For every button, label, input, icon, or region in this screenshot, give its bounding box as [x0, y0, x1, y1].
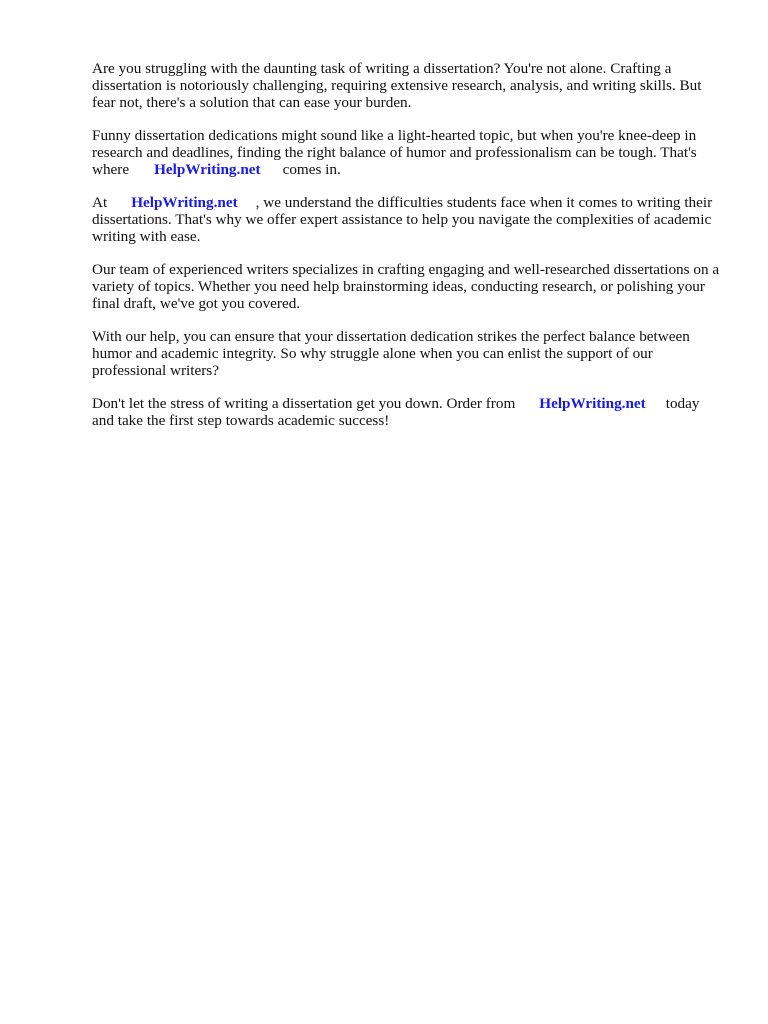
paragraph-dedications — [92, 127, 724, 178]
paragraph-dedications-tail: comes in. — [282, 161, 341, 178]
helpwriting-link[interactable]: HelpWriting.net — [154, 161, 261, 178]
paragraph-team-text: Our team of experienced writers specializes in crafting engaging and well-researched dissertations on a variety of topics. Whether you need help brainstorming ideas, conducting research, or polishing your final draft, we've got you covered. — [92, 261, 720, 312]
paragraph-intro-text: Are you struggling with the daunting task of writing a dissertation? You're not alone. Crafting a dissertation is notoriously challenging, requiring extensive research, analysis, and writing skills. But fear not, there's a solution that can ease your burden. — [92, 60, 702, 111]
helpwriting-link[interactable]: HelpWriting.net — [131, 194, 238, 211]
paragraph-order-tail: today and take the first step towards academic success! — [92, 395, 700, 429]
paragraph-dedications-text: Funny dissertation dedications might sound like a light-hearted topic, but when you're knee-deep in research and deadlines, finding the right balance of humor and professionalism can be tough. That's where — [92, 127, 697, 178]
paragraph-at-lead: At — [92, 194, 108, 211]
paragraph-at-text: , we understand the difficulties students face when it comes to writing their dissertations. That's why we offer expert assistance to help you navigate the complexities of academic writing with ease. — [92, 194, 713, 245]
helpwriting-link[interactable]: HelpWriting.net — [539, 395, 646, 412]
paragraph-order — [92, 395, 724, 429]
paragraph-order-text: Don't let the stress of writing a dissertation get you down. Order from — [92, 395, 516, 412]
paragraph-team — [92, 261, 724, 312]
paragraph-at-helpwriting — [92, 194, 724, 245]
paragraph-balance-text: With our help, you can ensure that your dissertation dedication strikes the perfect balance between humor and academic integrity. So why struggle alone when you can enlist the support of our professional writers? — [92, 328, 690, 379]
document-body — [92, 60, 724, 445]
paragraph-balance — [92, 328, 724, 379]
paragraph-intro — [92, 60, 724, 111]
